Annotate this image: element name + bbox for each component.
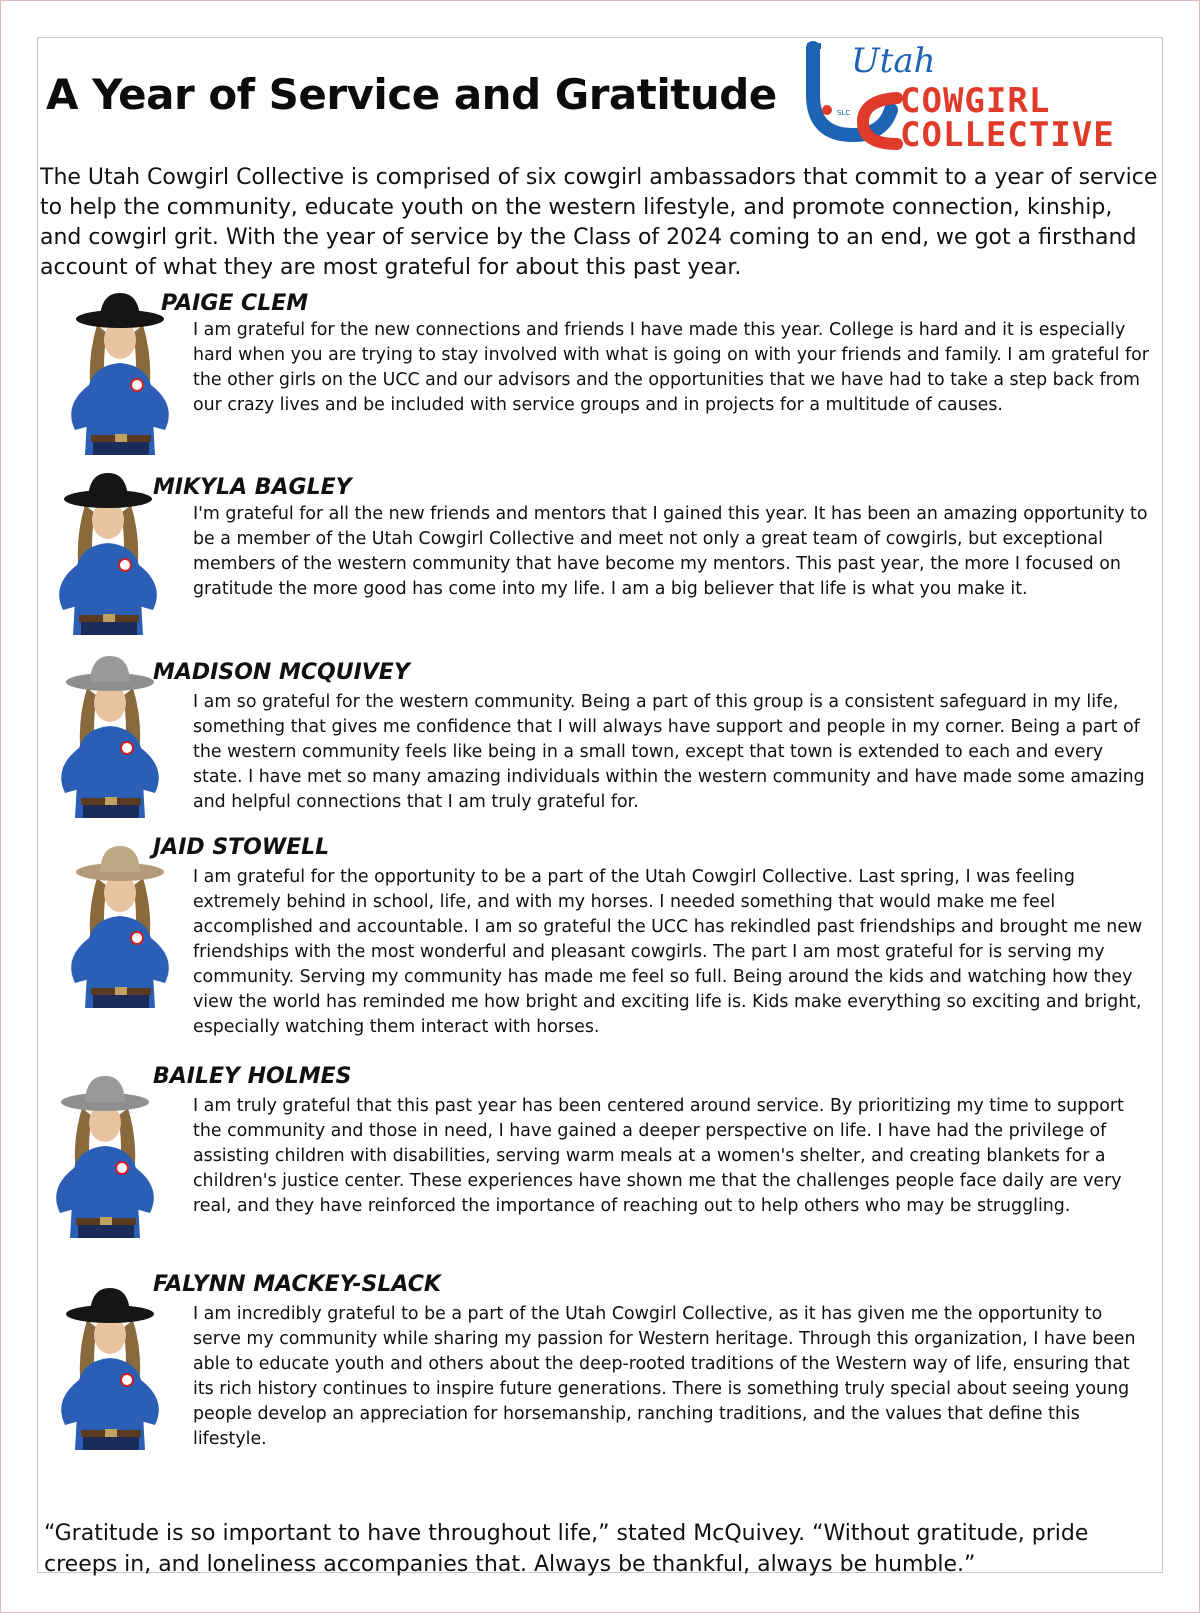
logo-collective-text: COLLECTIVE <box>900 115 1115 155</box>
utah-cowgirl-collective-logo <box>805 40 1145 155</box>
closing-quote: “Gratitude is so important to have throughout life,” stated McQuivey. “Without gratitude, pride creeps in, and loneliness accompanies that. Always be thankful, always be humble.” <box>44 1521 1089 1577</box>
profile-name: FALYNN MACKEY-SLACK <box>153 1272 441 1297</box>
profile-quote: I am so grateful for the western community. Being a part of this group is a consistent safeguard in my life, something that gives me confidence that I will always have support and people in my corner. Being a part of the western community feels like being in a small town, except that town is extended to each and every state. I have met so many amazing individuals within the western community and have made some amazing and helpful connections that I am truly grateful for. <box>193 692 1145 812</box>
profile-quote: I am truly grateful that this past year has been centered around service. By prioritizing my time to support the community and those in need, I have gained a deeper perspective on life. I have had the privilege of assisting children with disabilities, serving warm meals at a women's shelter, and creating blankets for a children's justice center. These experiences have shown me that the challenges people face daily are very real, and they have reinforced the importance of reaching out to help others who may be struggling. <box>193 1096 1124 1216</box>
intro-paragraph: The Utah Cowgirl Collective is comprised of six cowgirl ambassadors that commit to a year of service to help the community, educate youth on the western lifestyle, and promote connection, kinship, and cowgirl grit. With the year of service by the Class of 2024 coming to an end, we got a firsthand account of what they are most grateful for about this past year. <box>40 165 1158 280</box>
portrait-photo <box>35 1280 185 1450</box>
profile-quote: I am grateful for the new connections and friends I have made this year. College is hard and it is especially hard when you are trying to stay involved with what is going on with your friends and family. I am grateful for the other girls on the UCC and our advisors and the opportunities that we have had to take a step back from our crazy lives and be included with service groups and in projects for a multitude of causes. <box>193 320 1149 415</box>
profile-quote: I am incredibly grateful to be a part of the Utah Cowgirl Collective, as it has given me the opportunity to serve my community while sharing my passion for Western heritage. Through this organization, I have been able to educate youth and others about the deep-rooted traditions of the Western way of life, ensuring that its rich history continues to inspire future generations. There is something truly special about seeing young people develop an appreciation for horsemanship, ranching traditions, and the values that define this lifestyle. <box>193 1304 1136 1449</box>
profile-name: PAIGE CLEM <box>161 291 309 316</box>
svg-text:SLC: SLC <box>837 109 851 117</box>
logo-cowgirl-text: COWGIRL <box>900 81 1051 121</box>
profile-quote: I am grateful for the opportunity to be a part of the Utah Cowgirl Collective. Last spring, I was feeling extremely behind in school, life, and with my horses. I needed something that would make me feel accomplished and accountable. I am so grateful the UCC has rekindled past friendships and brought me new friendships with the most wonderful and pleasant cowgirls. The part I am most grateful for is serving my community. Serving my community has made me feel so full. Being around the kids and watching how they view the world has reminded me how bright and exciting life is. Kids make everything so exciting and bright, especially watching them interact with horses. <box>193 867 1143 1037</box>
profile-name: MIKYLA BAGLEY <box>153 475 352 500</box>
page-title: A Year of Service and Gratitude <box>46 70 777 119</box>
portrait-photo <box>30 1068 180 1238</box>
logo-script-text: Utah <box>851 41 936 81</box>
profile-name: BAILEY HOLMES <box>153 1064 352 1089</box>
profile-name: JAID STOWELL <box>153 835 330 860</box>
portrait-photo <box>45 838 195 1008</box>
profile-name: MADISON MCQUIVEY <box>153 660 410 685</box>
profile-quote: I'm grateful for all the new friends and mentors that I gained this year. It has been an amazing opportunity to be a member of the Utah Cowgirl Collective and meet not only a great team of cowgirls, but exceptional members of the western community that have become my mentors. This past year, the more I focused on gratitude the more good has come into my life. I am a big believer that life is what you make it. <box>193 504 1148 599</box>
